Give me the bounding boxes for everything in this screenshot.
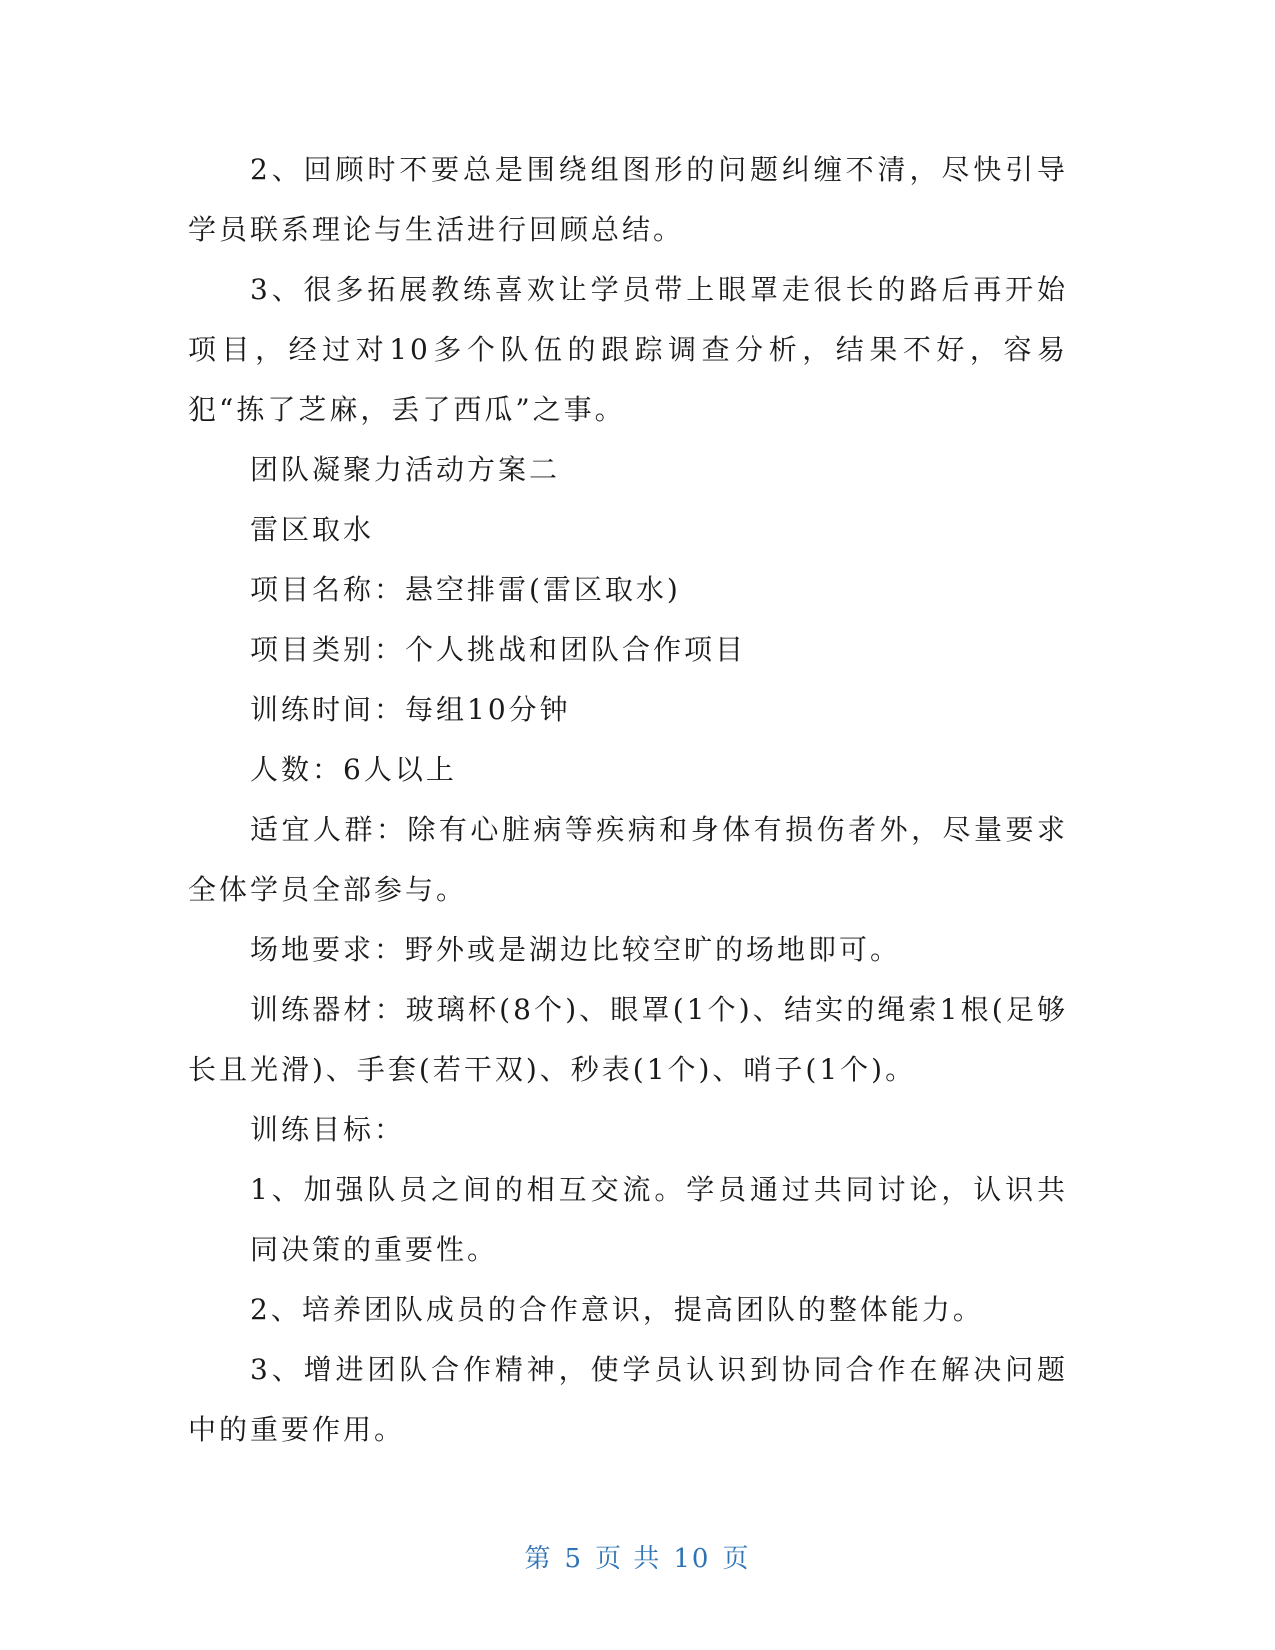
- participant-count: 人数：6人以上: [250, 753, 457, 786]
- project-category: 项目类别：个人挑战和团队合作项目: [250, 633, 747, 666]
- document-body: [188, 140, 1068, 1460]
- training-time: 训练时间：每组10分钟: [250, 693, 571, 726]
- activity-title: 雷区取水: [250, 513, 375, 546]
- section-heading: 团队凝聚力活动方案二: [250, 453, 561, 486]
- training-equipment: 训练器材：玻璃杯(8个)、眼罩(1个)、结实的绳索1根(足够长且光滑)、手套(若干双)、秒表(1个)、哨子(1个)。: [188, 993, 1068, 1086]
- footer-middle: 页 共: [595, 1544, 662, 1574]
- suitable-group: 适宜人群：除有心脏病等疾病和身体有损伤者外，尽量要求全体学员全部参与。: [188, 813, 1068, 906]
- goal-item-1: 1、加强队员之间的相互交流。学员通过共同讨论，认识共同决策的重要性。: [250, 1173, 1068, 1266]
- training-goals-heading: 训练目标：: [250, 1113, 406, 1146]
- footer-total-pages: 10: [673, 1544, 711, 1574]
- footer-current-page: 5: [564, 1544, 584, 1574]
- footer-prefix: 第: [524, 1544, 553, 1574]
- venue-requirement: 场地要求：野外或是湖边比较空旷的场地即可。: [250, 933, 902, 966]
- footer-suffix: 页: [722, 1544, 751, 1574]
- goal-item-2: 2、培养团队成员的合作意识，提高团队的整体能力。: [250, 1293, 984, 1326]
- goal-item-3: 3、增进团队合作精神，使学员认识到协同合作在解决问题中的重要作用。: [188, 1353, 1068, 1446]
- page-number-footer: [0, 1538, 1275, 1575]
- paragraph-review-tip-3: 3、很多拓展教练喜欢让学员带上眼罩走很长的路后再开始项目，经过对10多个队伍的跟踪调查分析，结果不好，容易犯“拣了芝麻，丢了西瓜”之事。: [188, 273, 1068, 426]
- project-name: 项目名称：悬空排雷(雷区取水): [250, 573, 681, 606]
- paragraph-review-tip-2: 2、回顾时不要总是围绕组图形的问题纠缠不清，尽快引导学员联系理论与生活进行回顾总结。: [188, 153, 1068, 246]
